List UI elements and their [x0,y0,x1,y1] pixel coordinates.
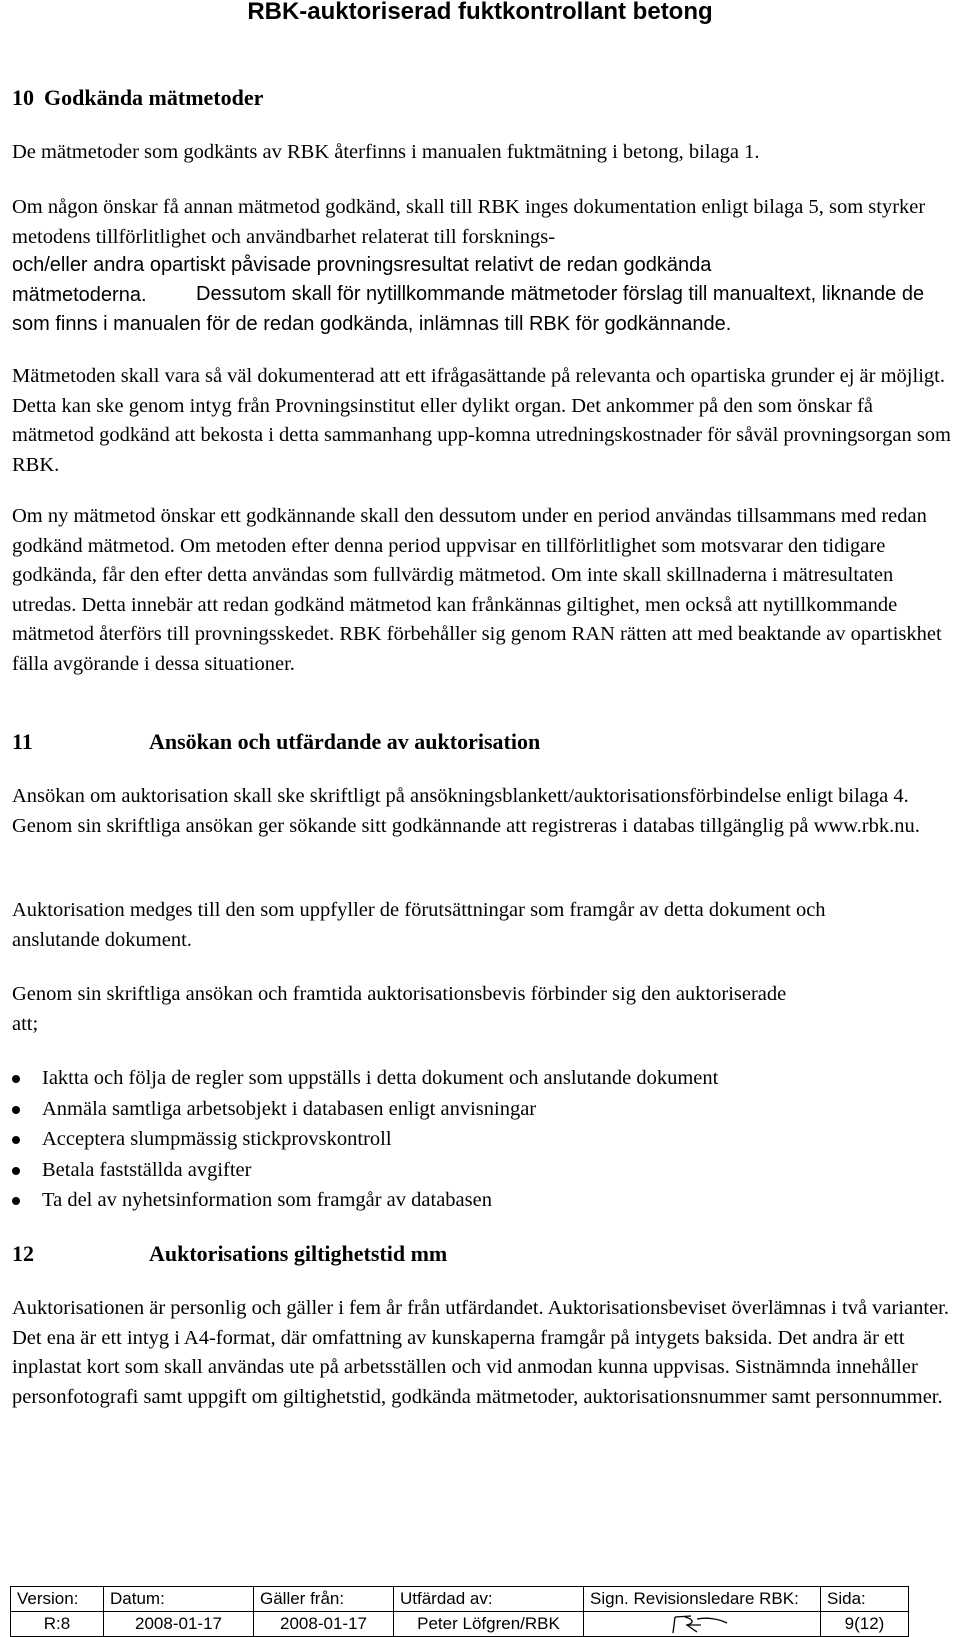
section-11-heading [12,728,540,756]
section-11-number: 11 [12,729,33,754]
section-10-paragraph-1: De mätmetoder som godkänts av RBK återfinns i manualen fuktmätning i betong, bilaga 1. [12,141,760,163]
footer-signature-cell [584,1612,821,1637]
footer-issued-by-label: Utfärdad av: [394,1587,584,1612]
section-10-heading [12,84,263,112]
footer-valid-from-label: Gäller från: [254,1587,394,1612]
section-12-paragraph-1: Auktorisationen är personlig och gäller i fem år från utfärdandet. Auktorisationsbeviset överlämnas i två varianter. Det ena är ett intyg i A4-format, där omfattning av kunskaperna framgår på intygets baksida. Det andra är ett inplastat kort som skall användas ute på arbetsställen och vid anmodan kunna uppvisas. Sistnämnda innehåller personfotografi samt uppgift om giltighetstid, godkända mätmetoder, auktorisationsnummer samt personnummer. [12,1297,950,1408]
bullet-icon [12,1167,20,1175]
footer-valid-from-value: 2008-01-17 [254,1612,394,1637]
section-10-number: 10 [12,85,34,110]
footer-date-value: 2008-01-17 [104,1612,254,1637]
signature-icon [667,1613,737,1635]
footer-date-label: Datum: [104,1587,254,1612]
section-12-title: Auktorisations giltighetstid mm [149,1241,448,1266]
document-header-title: RBK-auktoriserad fuktkontrollant betong [247,0,713,25]
footer-page-value: 9(12) [821,1612,909,1637]
footer-issued-by-value: Peter Löfgren/RBK [394,1612,584,1637]
list-item: Iaktta och följa de regler som uppställs i detta dokument och anslutande dokument [12,1064,942,1095]
bullet-icon [12,1106,20,1114]
section-10-paragraph-2b: och/eller andra opartiskt påvisade provningsresultat relativt de redan godkända mätmetoderna. [12,254,712,306]
section-11-title: Ansökan och utfärdande av auktorisation [149,729,541,754]
section-11-bullet-list [12,1064,942,1217]
footer-value-row [11,1612,909,1637]
section-11-paragraph-3: Genom sin skriftliga ansökan och framtida auktorisationsbevis förbinder sig den auktoriserade att; [12,983,787,1035]
section-12-heading [12,1240,447,1268]
section-11-paragraph-2: Auktorisation medges till den som uppfyller de förutsättningar som framgår av detta dokument och anslutande dokument. [12,899,826,951]
bullet-icon [12,1075,20,1083]
section-10-paragraph-2a: Om någon önskar få annan mätmetod godkänd, skall till RBK inges dokumentation enligt bilaga 5, som styrker metodens tillförlitlighet och användbarhet relaterat till forsknings- [12,196,926,248]
list-item: Acceptera slumpmässig stickprovskontroll [12,1125,942,1156]
bullet-icon [12,1197,20,1205]
section-12-number: 12 [12,1241,34,1266]
list-item: Betala fastställda avgifter [12,1156,942,1187]
footer-page-label: Sida: [821,1587,909,1612]
footer-version-value: R:8 [11,1612,104,1637]
section-11-paragraph-1: Ansökan om auktorisation skall ske skriftligt på ansökningsblankett/auktorisationsförbindelse enligt bilaga 4. Genom sin skriftliga ansökan ger sökande sitt godkännande att registreras i databas tillgänglig på www.rbk.nu. [12,785,920,837]
list-item: Ta del av nyhetsinformation som framgår av databasen [12,1186,942,1217]
bullet-icon [12,1136,20,1144]
section-10-paragraph-4: Om ny mätmetod önskar ett godkännande skall den dessutom under en period användas tillsammans med redan godkänd mätmetod. Om metoden efter denna period uppvisar en tillförlitlighet som motsvarar den tidigare godkända, får den efter detta användas som fullvärdig mätmetod. Om inte skall skillnaderna i mätresultaten utredas. Detta innebär att redan godkänd mätmetod kan frånkännas giltighet, men också att nytillkommande mätmetod återförs till provningsskedet. RBK förbehåller sig genom RAN rätten att med beaktande av opartiskhet fälla avgörande i dessa situationer. [12,505,942,675]
footer-header-row [11,1587,909,1612]
footer-version-label: Version: [11,1587,104,1612]
document-footer-table [10,1586,909,1637]
section-10-paragraph-3: Mätmetoden skall vara så väl dokumenterad att ett ifrågasättande på relevanta och opartiska grunder ej är möjligt. Detta kan ske genom intyg från Provningsinstitut eller dylikt organ. Det ankommer på den som önskar få mätmetod godkänd att bekosta i detta sammanhang upp-komna utredningskostnader för såväl provningsorgan som RBK. [12,365,952,476]
list-item: Anmäla samtliga arbetsobjekt i databasen enligt anvisningar [12,1095,942,1126]
section-10-paragraph-2c: Dessutom skall för nytillkommande mätmetoder förslag till manualtext, liknande de som finns i manualen för de redan godkända, inlämnas till RBK för godkännande. [12,283,925,335]
footer-sign-label: Sign. Revisionsledare RBK: [584,1587,821,1612]
section-10-title: Godkända mätmetoder [44,85,264,110]
